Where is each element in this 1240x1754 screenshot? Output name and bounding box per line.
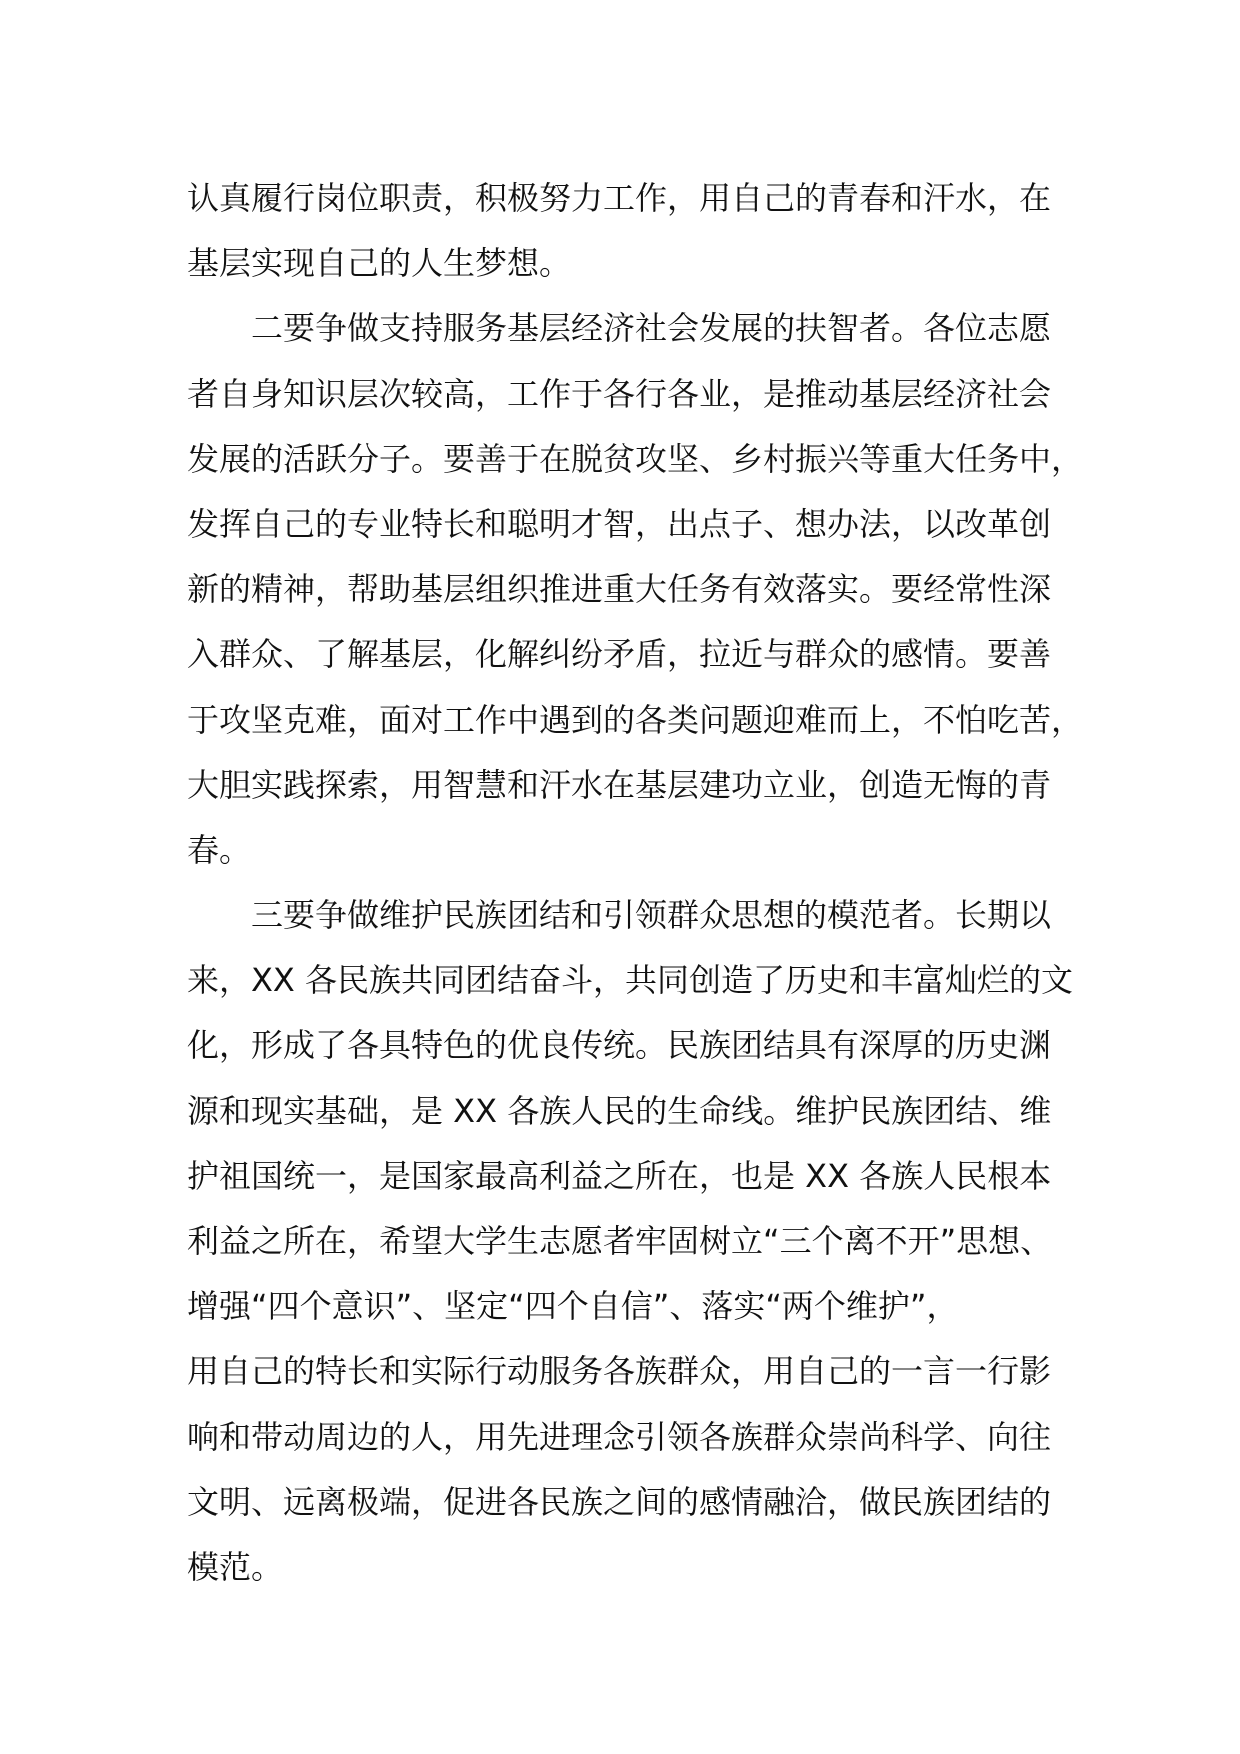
text-line: 认真履行岗位职责，积极努力工作，用自己的青春和汗水，在: [187, 179, 1052, 217]
text-line: 利益之所在，希望大学生志愿者牢固树立“三个离不开”思想、: [187, 1222, 1053, 1260]
text-line: 来，XX 各民族共同团结奋斗，共同创造了历史和丰富灿烂的文: [187, 961, 1074, 1000]
text-line: 响和带动周边的人，用先进理念引领各族群众崇尚科学、向往: [187, 1417, 1052, 1456]
text-line: 用自己的特长和实际行动服务各族群众，用自己的一言一行影: [187, 1352, 1052, 1391]
text-line: 发挥自己的专业特长和聪明才智，出点子、想办法，以改革创: [187, 504, 1052, 543]
text-line: 于攻坚克难，面对工作中遇到的各类问题迎难而上，不怕吃苦，: [187, 700, 1084, 739]
text-line: 入群众、了解基层，化解纠纷矛盾，拉近与群众的感情。要善: [187, 635, 1052, 674]
document-body: [187, 166, 1084, 1600]
text-line: 大胆实践探索，用智慧和汗水在基层建功立业，创造无悔的青: [187, 765, 1052, 804]
paragraph-first-line: 三要争做维护民族团结和引领群众思想的模范者。长期以: [251, 896, 1052, 935]
text-line: 增强“四个意识”、坚定“四个自信”、落实“两个维护”，: [187, 1287, 959, 1326]
text-line: 新的精神，帮助基层组织推进重大任务有效落实。要经常性深: [187, 570, 1052, 609]
text-line: 化，形成了各具特色的优良传统。民族团结具有深厚的历史渊: [187, 1026, 1052, 1065]
text-line: 春。: [187, 830, 252, 869]
text-line: 源和现实基础，是 XX 各族人民的生命线。维护民族团结、维: [187, 1091, 1052, 1130]
text-line: 基层实现自己的人生梦想。: [187, 244, 572, 283]
text-line: 发展的活跃分子。要善于在脱贫攻坚、乡村振兴等重大任务中，: [187, 439, 1084, 478]
text-line: 模范。: [187, 1547, 284, 1586]
text-line: 者自身知识层次较高，工作于各行各业，是推动基层经济社会: [187, 374, 1052, 413]
text-line: 护祖国统一，是国家最高利益之所在，也是 XX 各族人民根本: [187, 1156, 1052, 1195]
text-line: 文明、远离极端，促进各民族之间的感情融洽，做民族团结的: [187, 1482, 1052, 1521]
paragraph-first-line: 二要争做支持服务基层经济社会发展的扶智者。各位志愿: [251, 309, 1052, 348]
